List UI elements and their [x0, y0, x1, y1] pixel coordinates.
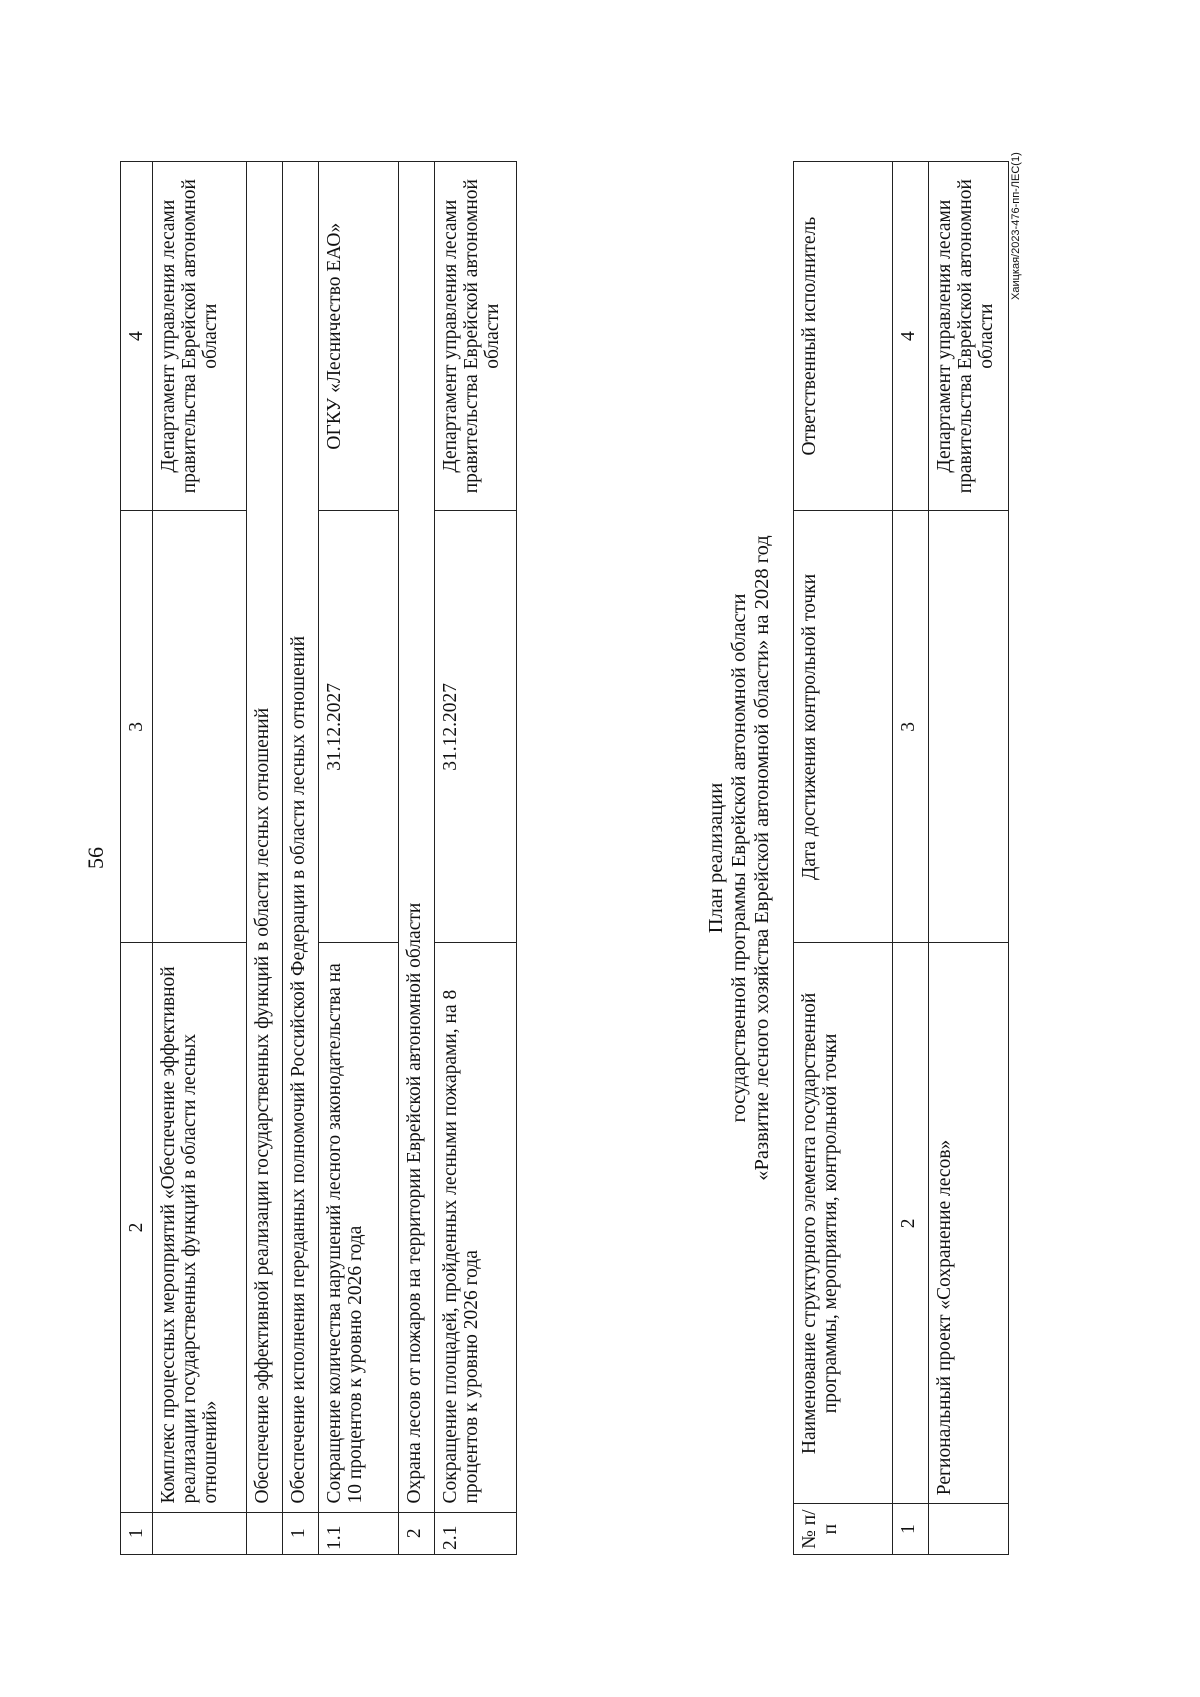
header-cell: Дата достижения контрольной точки: [794, 511, 893, 943]
column-number: 4: [893, 162, 929, 511]
header-cell: 2: [121, 943, 153, 1512]
header-cell: Наименование структурного элемента государственной программы, мероприятия, контрольной точки: [794, 943, 893, 1504]
table-header-row: [794, 162, 893, 1555]
responsible-executor: ОГКУ «Лесничество ЕАО»: [319, 162, 399, 511]
page-number: 56: [83, 847, 108, 869]
plan-title-line: План реализации: [705, 782, 727, 934]
responsible-executor: Департамент управления лесами правительства Еврейской автономной области: [153, 162, 247, 511]
rotated-page-content: [120, 155, 1020, 1555]
column-number: 3: [893, 511, 929, 943]
row-number: 1: [283, 1512, 319, 1554]
section-title: Обеспечение исполнения переданных полномочий Российской Федерации в области лесных отношений: [283, 162, 319, 1513]
row-number: 1.1: [319, 1512, 399, 1554]
row-number: [929, 1504, 1009, 1555]
responsible-executor: Департамент управления лесами правительства Еврейской автономной области: [435, 162, 517, 511]
plan-title-line: государственной программы Еврейской автономной области: [728, 593, 750, 1123]
header-cell: № п/п: [794, 1504, 893, 1555]
row-number: [153, 1512, 247, 1554]
element-name: Сокращение площадей, пройденных лесными пожарами, на 8 процентов к уровню 2026 года: [435, 943, 517, 1512]
control-date: [929, 511, 1009, 943]
table-row: [283, 162, 319, 1555]
column-number: 2: [893, 943, 929, 1504]
header-cell: 1: [121, 1512, 153, 1554]
table-row: [435, 162, 517, 1555]
table-row: [929, 162, 1009, 1555]
table-row: [247, 162, 283, 1555]
element-name: Комплекс процессных мероприятий «Обеспечение эффективной реализации государственных функций в области лесных отношений»: [153, 943, 247, 1512]
plan-title-line: «Развитие лесного хозяйства Еврейской автономной области» на 2028 год: [751, 535, 773, 1181]
header-cell: Ответственный исполнитель: [794, 162, 893, 511]
column-numbers-row: [893, 162, 929, 1555]
header-cell: 4: [121, 162, 153, 511]
section-title: Охрана лесов от пожаров на территории Еврейской автономной области: [399, 162, 435, 1513]
plan-table-2028: [793, 161, 1009, 1555]
element-name: Региональный проект «Сохранение лесов»: [929, 943, 1009, 1504]
table-row: [319, 162, 399, 1555]
plan-title: [705, 161, 774, 1555]
row-number: 2: [399, 1512, 435, 1554]
document-code: Хаицкая/2023-476-пп-ЛЕС(1): [1010, 152, 1022, 300]
control-date: 31.12.2027: [435, 511, 517, 943]
row-number: [247, 1512, 283, 1554]
element-name: Сокращение количества нарушений лесного законодательства на 10 процентов к уровню 2026 года: [319, 943, 399, 1512]
table-row: [153, 162, 247, 1555]
plan-table-2027: [120, 161, 517, 1555]
row-number: 2.1: [435, 1512, 517, 1554]
responsible-executor: Департамент управления лесами правительства Еврейской автономной области: [929, 162, 1009, 511]
column-number: 1: [893, 1504, 929, 1555]
control-date: [153, 511, 247, 943]
table-header-row: [121, 162, 153, 1555]
section-title: Обеспечение эффективной реализации государственных функций в области лесных отношений: [247, 162, 283, 1513]
table-row: [399, 162, 435, 1555]
header-cell: 3: [121, 511, 153, 943]
control-date: 31.12.2027: [319, 511, 399, 943]
